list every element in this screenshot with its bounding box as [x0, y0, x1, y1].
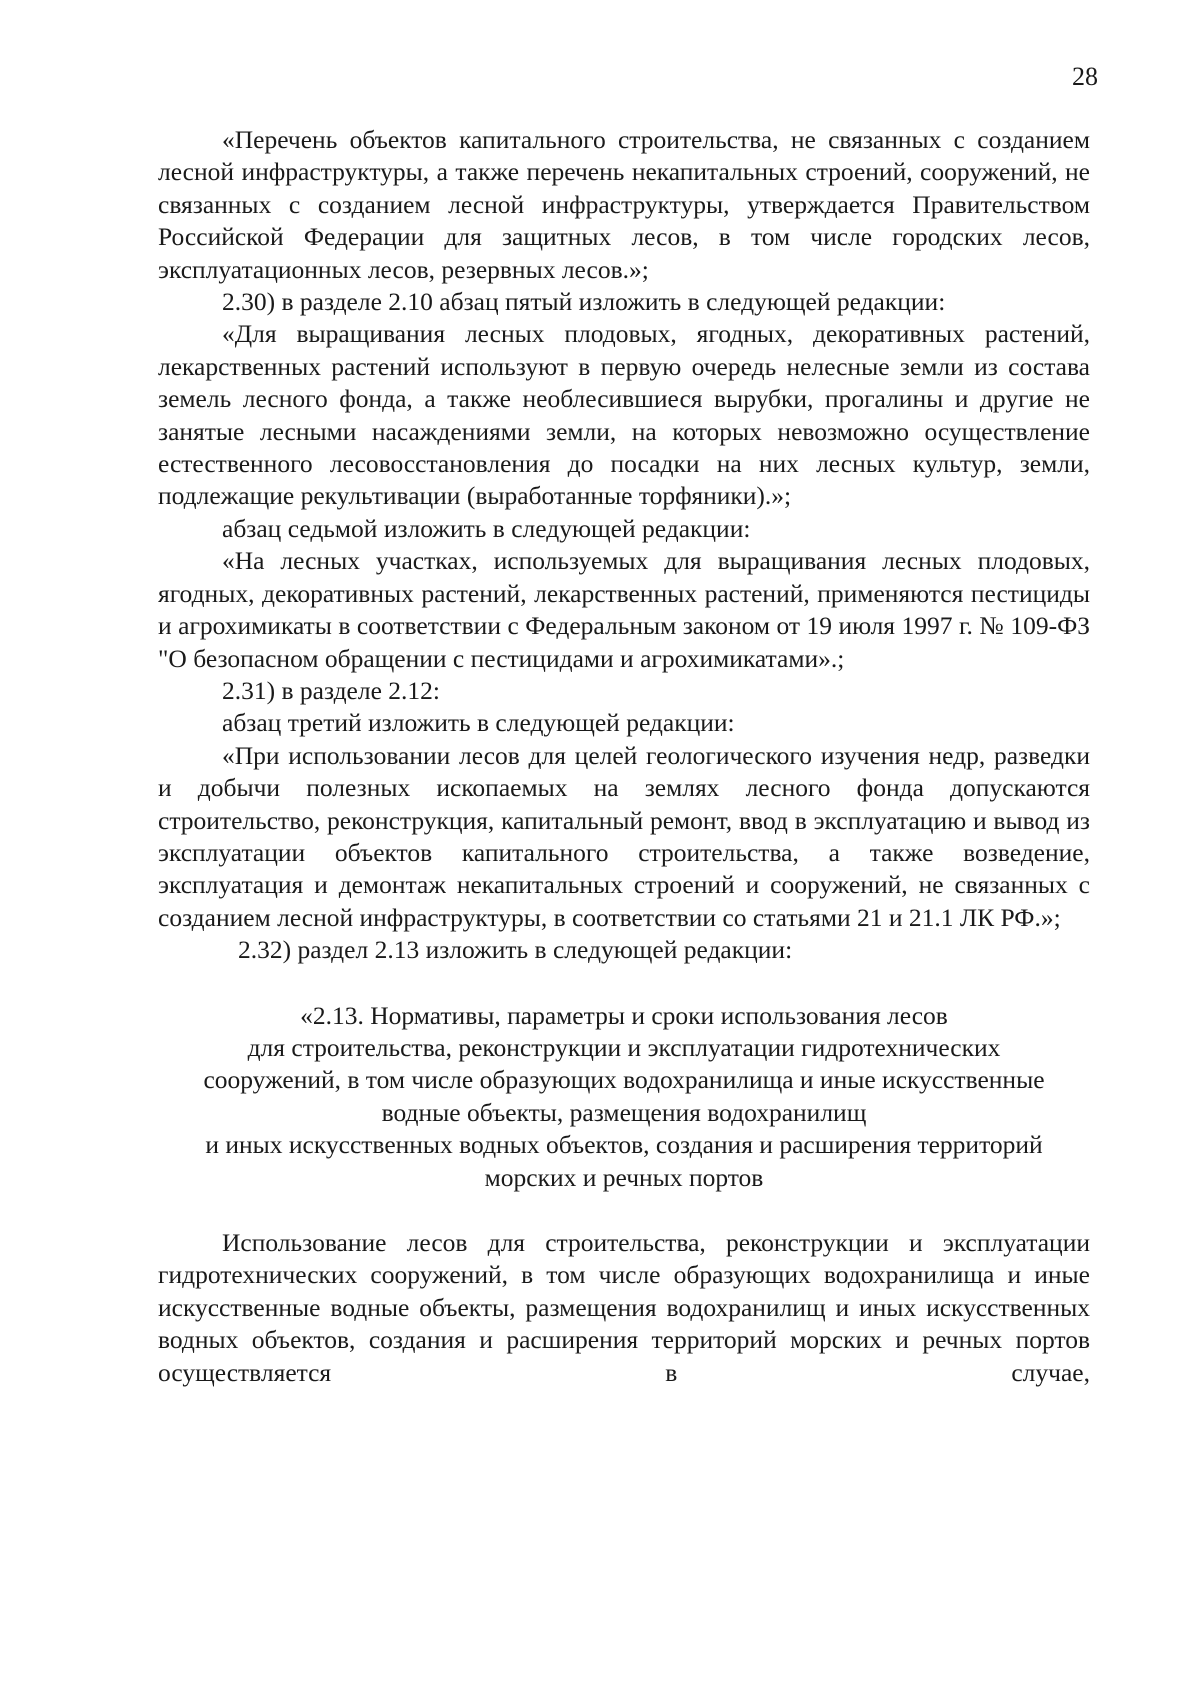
paragraph-amendment-2-31: 2.31) в разделе 2.12: — [222, 675, 441, 705]
heading-line: морских и речных портов — [484, 1162, 764, 1192]
paragraph-hydro-use: Использование лесов для строительства, реконструкции и эксплуатации гидротехнических сооружений, в том числе образующих водохранилища и иные искусственные водные объекты, размещения водохранилищ и иных искусственных водных объектов, создания и расширения территорий морских и речных портов осуществляется в случае, — [158, 1228, 1090, 1387]
paragraph-seventh-intro: абзац седьмой изложить в следующей редакции: — [222, 513, 751, 543]
paragraph-third-intro: абзац третий изложить в следующей редакции: — [222, 708, 735, 738]
document-body — [158, 124, 1090, 1389]
paragraph-geology: «При использовании лесов для целей геологического изучения недр, разведки и добычи полезных ископаемых на землях лесного фонда допускаются строительство, реконструкция, капитальный ремонт, ввод в эксплуатацию и вывод из эксплуатации объектов капитального строительства, а также возведение, эксплуатация и демонтаж некапитальных строений и сооружений, не связанных с созданием лесной инфраструктуры, в соответствии со статьями 21 и 21.1 ЛК РФ.»; — [158, 740, 1090, 932]
paragraph-list-objects: «Перечень объектов капитального строительства, не связанных с созданием лесной инфраструктуры, а также перечень некапитальных строений, сооружений, не связанных с созданием лесной инфраструктуры, утверждается Правительством Российской Федерации для защитных лесов, в том числе городских лесов, эксплуатационных лесов, резервных лесов.»; — [158, 125, 1090, 284]
heading-line: «2.13. Нормативы, параметры и сроки использования лесов — [300, 1000, 948, 1030]
paragraph-amendment-2-30: 2.30) в разделе 2.10 абзац пятый изложить в следующей редакции: — [222, 287, 946, 317]
paragraph-pesticides: «На лесных участках, используемых для выращивания лесных плодовых, ягодных, декоративных растений, лекарственных растений, применяются пестициды и агрохимикаты в соответствии с Федеральным законом от 19 июля 1997 г. № 109-ФЗ "О безопасном обращении с пестицидами и агрохимикатами».; — [158, 546, 1090, 673]
page-number: 28 — [1072, 62, 1098, 91]
paragraph-amendment-2-32: 2.32) раздел 2.13 изложить в следующей редакции: — [238, 935, 793, 965]
paragraph-cultivation: «Для выращивания лесных плодовых, ягодных, декоративных растений, лекарственных растений используют в первую очередь нелесные земли из состава земель лесного фонда, а также необлесившиеся вырубки, прогалины и другие не занятые лесными насаждениями земли, на которых невозможно осуществление естественного лесовосстановления до посадки на них лесных культур, земли, подлежащие рекультивации (выработанные торфяники).»; — [158, 319, 1090, 511]
heading-line: водные объекты, размещения водохранилищ — [381, 1097, 867, 1127]
heading-line: и иных искусственных водных объектов, создания и расширения территорий — [205, 1130, 1043, 1160]
heading-line: для строительства, реконструкции и эксплуатации гидротехнических — [247, 1032, 1001, 1062]
heading-line: сооружений, в том числе образующих водохранилища и иные искусственные — [203, 1065, 1045, 1095]
section-heading-2-13 — [158, 1000, 1090, 1194]
